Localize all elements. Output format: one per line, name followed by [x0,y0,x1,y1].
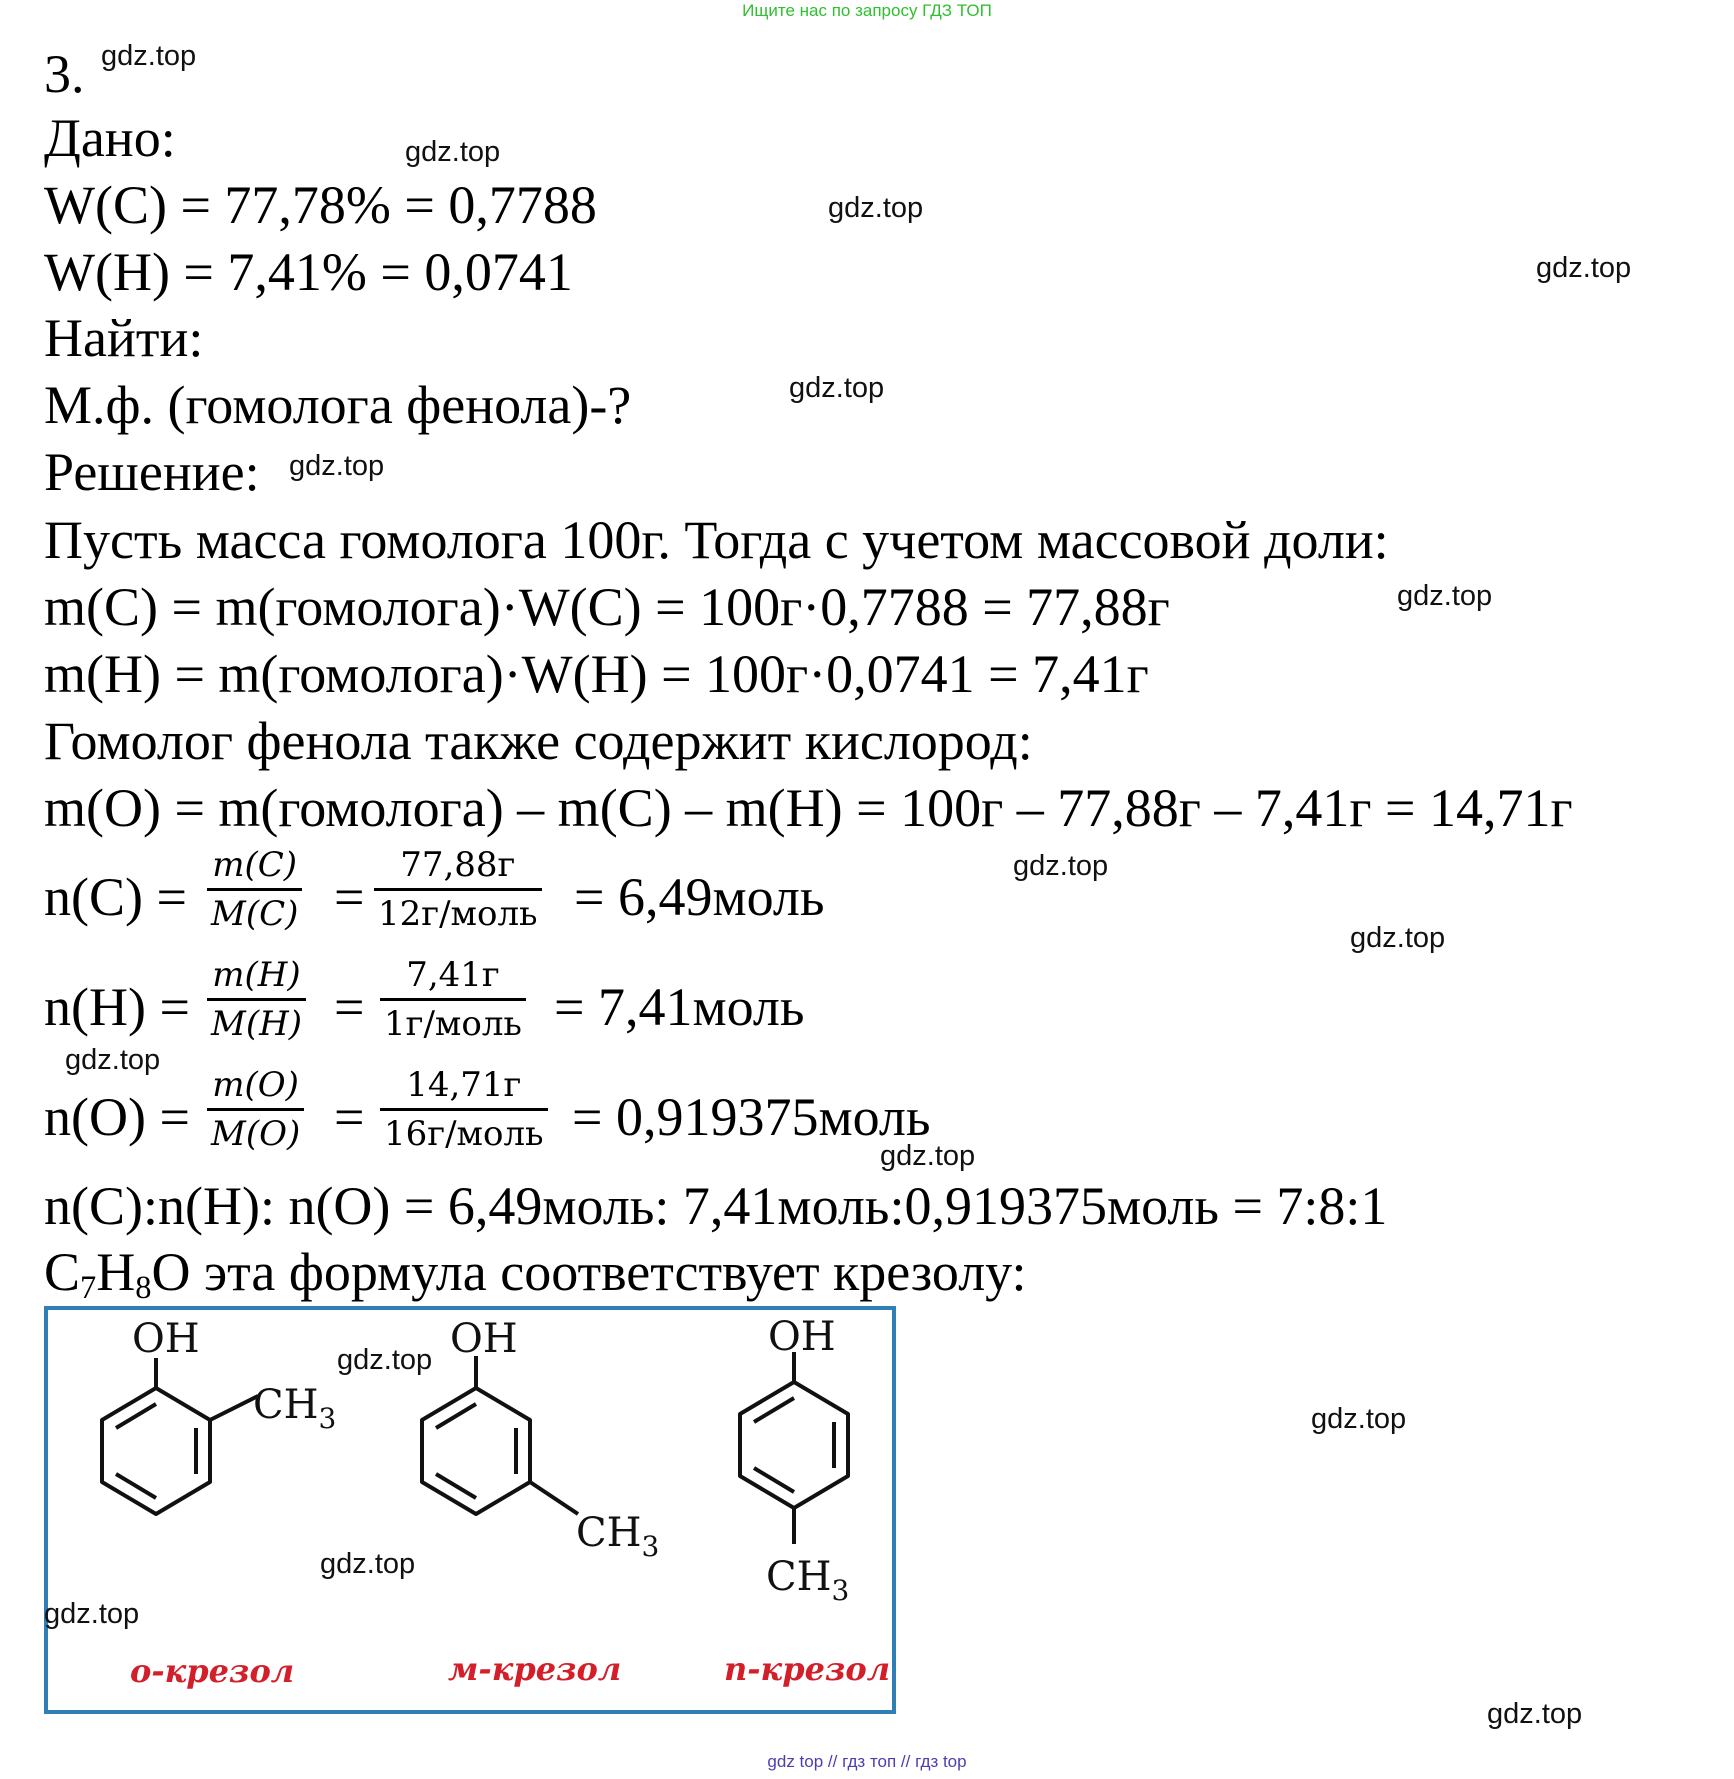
solution-line-4: Гомолог фенола также содержит кислород: [44,711,1033,771]
watermark: gdz.top [789,372,885,404]
watermark: gdz.top [880,1140,976,1172]
fraction-numerator: m(C) [212,845,298,885]
given-line-2: W(H) = 7,41% = 0,0741 [44,242,573,302]
fraction-numeric [380,1062,548,1157]
ch-group: CH [576,1510,642,1556]
ch3-subscript: 3 [318,1402,337,1435]
find-label: Найти: [44,308,204,368]
ch3-subscript: 3 [641,1530,660,1563]
given-line-1: W(C) = 77,78% = 0,7788 [44,175,597,235]
o-cresol-ring [102,1358,258,1514]
m-cresol-ch3 [576,1510,659,1563]
watermark: gdz.top [1487,1698,1583,1730]
watermark: gdz.top [1311,1403,1407,1435]
formula-h-subscript: 8 [135,1270,152,1307]
fraction-symbolic [207,1062,304,1157]
cresol-structures-frame [44,1306,896,1714]
find-text: М.ф. (гомолога фенола)-? [44,375,632,435]
watermark: gdz.top [44,1598,140,1630]
fraction-denominator: M(C) [207,888,302,937]
watermark: gdz.top [828,192,924,224]
moles-lhs: n(C) = [44,867,187,927]
fraction-numerator: m(O) [212,1065,299,1105]
watermark: gdz.top [289,450,385,482]
m-cresol-ring [422,1356,578,1514]
solution-label: Решение: [44,442,260,502]
fraction-symbolic [207,952,306,1047]
watermark: gdz.top [101,40,197,72]
fraction-numeric [380,952,526,1047]
o-cresol-label: о-крезол [130,1652,295,1690]
fraction-symbolic [207,842,302,937]
fraction-numeric [374,842,542,937]
moles-result: = 7,41моль [554,977,805,1037]
watermark: gdz.top [320,1548,416,1580]
fraction-denominator: M(H) [207,998,306,1047]
o-cresol-ch3 [253,1382,336,1435]
moles-result: = 6,49моль [574,867,825,927]
fraction-numerator: m(H) [212,955,301,995]
equals-sign: = [334,867,365,927]
p-cresol-label: п-крезол [724,1650,891,1688]
formula-c: C [44,1242,81,1302]
formula-c-subscript: 7 [80,1270,97,1307]
watermark: gdz.top [405,136,501,168]
p-cresol-ring [740,1352,848,1544]
fraction-numerator: 7,41г [406,955,500,995]
equals-sign: = [334,1087,365,1147]
watermark: gdz.top [1397,580,1493,612]
m-cresol-oh: OH [450,1316,518,1362]
fraction-numerator: 14,71г [406,1065,522,1105]
o-cresol-oh: OH [132,1316,200,1362]
watermark: gdz.top [1350,922,1446,954]
watermark: gdz.top [337,1344,433,1376]
watermark: gdz.top [1536,252,1632,284]
problem-number: 3. [44,44,85,104]
fraction-denominator: 12г/моль [374,888,542,937]
ch-group: CH [766,1554,832,1600]
o-cresol-ch3-bond [210,1396,258,1420]
formula-o: O [151,1242,191,1302]
ch-group: CH [253,1382,319,1428]
moles-lhs: n(O) = [44,1087,190,1147]
watermark: gdz.top [65,1044,161,1076]
watermark: gdz.top [1013,850,1109,882]
moles-lhs: n(H) = [44,977,190,1037]
footer-links: gdz top // гдз топ // гдз top [767,1752,967,1771]
solution-line-3: m(H) = m(гомолога)·W(H) = 100г·0,0741 = 7,41г [44,644,1149,704]
formula-line [44,1242,1027,1307]
fraction-denominator: 1г/моль [380,998,526,1047]
m-cresol-label: м-крезол [448,1650,622,1688]
top-banner: Ищите нас по запросу ГДЗ ТОП [742,1,992,20]
given-label: Дано: [44,108,176,168]
solution-line-2: m(C) = m(гомолога)·W(C) = 100г·0,7788 = 77,88г [44,577,1170,637]
ratio-line: n(C):n(H): n(O) = 6,49моль: 7,41моль:0,919375моль = 7:8:1 [44,1176,1388,1236]
p-cresol-oh: OH [768,1314,836,1360]
p-cresol-ch3 [766,1554,849,1607]
solution-line-5: m(O) = m(гомолога) – m(C) – m(H) = 100г – 77,88г – 7,41г = 14,71г [44,778,1573,838]
fraction-denominator: 16г/моль [380,1108,548,1157]
moles-result: = 0,919375моль [572,1087,931,1147]
fraction-denominator: M(O) [207,1108,304,1157]
solution-line-1: Пусть масса гомолога 100г. Тогда с учетом массовой доли: [44,510,1389,570]
fraction-numerator: 77,88г [400,845,516,885]
formula-text: эта формула соответствует крезолу: [190,1242,1027,1302]
m-cresol-ch3-bond [530,1482,578,1514]
formula-h: H [96,1242,136,1302]
ch3-subscript: 3 [831,1574,850,1607]
equals-sign: = [334,977,365,1037]
